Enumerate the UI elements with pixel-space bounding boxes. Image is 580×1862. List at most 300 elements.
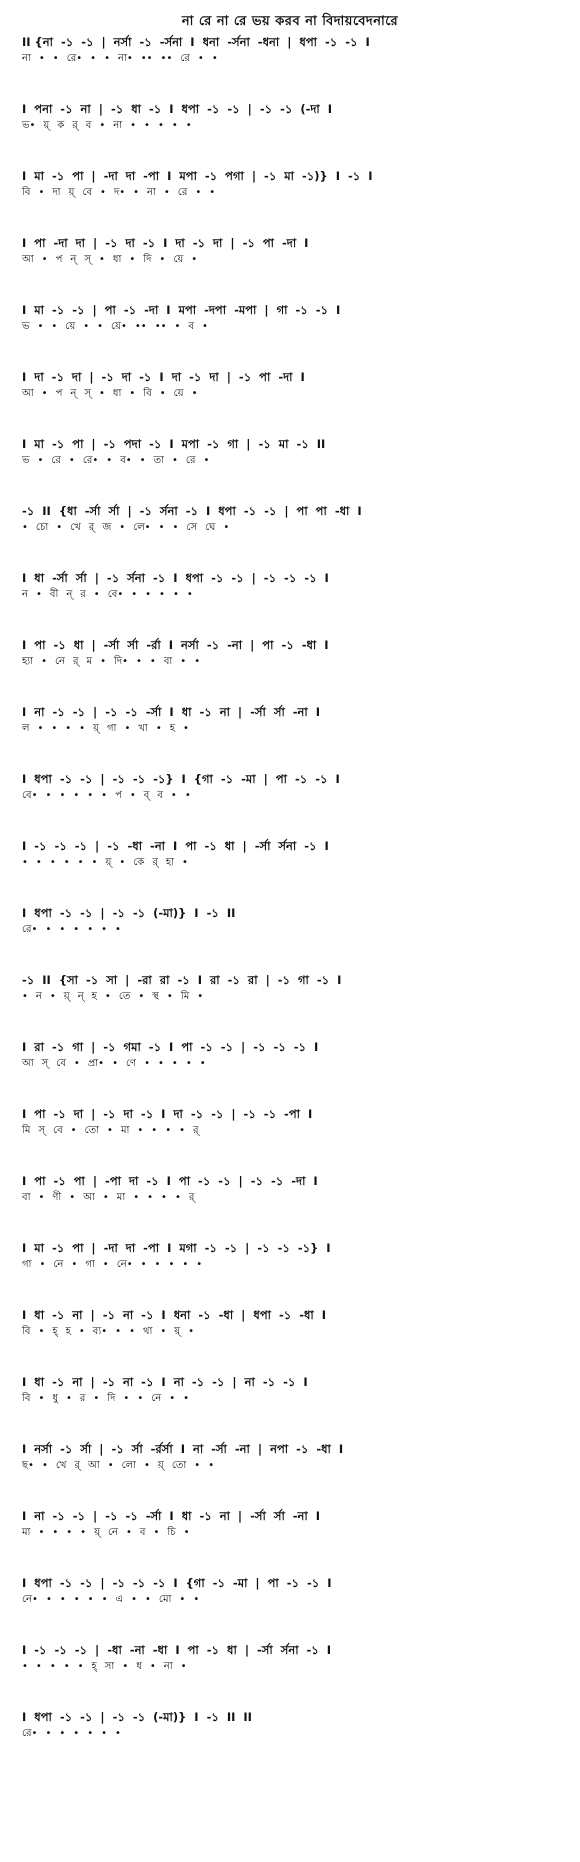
swara-note: -১ [204, 839, 217, 853]
lyric-syllable: ধ [136, 1661, 142, 1672]
swara-note: I [327, 102, 332, 116]
swara-note: পা [315, 504, 327, 518]
swara-note: -১ [60, 35, 74, 49]
swara-note: দা [71, 370, 82, 384]
swara-note: I [321, 1308, 327, 1322]
lyric-syllable: প [55, 254, 63, 265]
swara-note: -র্রা [146, 638, 161, 652]
lyric-syllable: • [144, 1460, 150, 1471]
lyric-syllable: • [45, 790, 52, 801]
swara-note: I [315, 1509, 321, 1523]
lyric-syllable: বা [163, 656, 173, 667]
swara-note: | [250, 638, 255, 652]
lyric-syllable: হা [165, 857, 174, 868]
swara-note: গা [227, 437, 239, 451]
swara-note: I [307, 1107, 313, 1121]
lyric-syllable: • [73, 790, 80, 801]
lyric-syllable: সে [186, 522, 198, 533]
lyric-syllable: • [80, 1527, 87, 1538]
swara-note: র্সা [75, 571, 87, 585]
lyric-syllable: • [22, 857, 28, 868]
lyric-syllable: • [149, 656, 156, 667]
lyric-syllable: • [101, 790, 108, 801]
swara-note: | [231, 1107, 236, 1121]
swara-note: I [22, 102, 27, 116]
lyric-syllable: ন্ [70, 388, 77, 399]
swara-note: না [122, 1308, 134, 1322]
swara-note: -১ [53, 1107, 66, 1121]
swara-note: ধপা [34, 1576, 52, 1590]
swara-note: I [22, 906, 27, 920]
lyric-syllable: • [133, 1192, 140, 1203]
swara-note: -১ [200, 1040, 213, 1054]
swara-note: -১ [177, 973, 190, 987]
lyric-syllable: • [83, 321, 90, 332]
lyric-line [22, 521, 562, 535]
swara-note: | [226, 370, 231, 384]
swara-note: দা [175, 236, 185, 250]
swara-note: -না [234, 1442, 250, 1456]
lyric-syllable: বি [22, 1326, 31, 1337]
swara-note: I [161, 1107, 166, 1121]
swara-note: -১ [306, 1643, 319, 1657]
swara-note: I [161, 1375, 166, 1389]
swara-line [22, 1173, 562, 1189]
swara-note: I [175, 1643, 180, 1657]
lyric-syllable: মা [22, 1527, 31, 1538]
lyric-line [22, 588, 562, 602]
swara-note: | [92, 705, 98, 719]
swara-note: -১} [153, 772, 174, 786]
lyric-syllable: প [115, 790, 122, 801]
lyric-syllable: • [145, 589, 152, 600]
lyric-syllable: • [100, 187, 106, 198]
lyric-syllable: • [171, 1058, 178, 1069]
lyric-syllable: • [136, 656, 142, 667]
swara-note: মপা [181, 437, 200, 451]
swara-note: ধপা [218, 504, 236, 518]
swara-note: -১ [242, 236, 255, 250]
notation-row [22, 570, 562, 602]
lyric-syllable: হ্যা [22, 656, 34, 667]
notation-row [22, 1106, 562, 1138]
swara-note: মপা [179, 169, 197, 183]
lyric-syllable: য়ে• [111, 321, 127, 332]
swara-line [22, 1374, 562, 1390]
lyric-syllable: • [172, 522, 179, 533]
lyric-syllable: তো [84, 1125, 100, 1136]
swara-line [22, 168, 562, 184]
swara-note: I [365, 35, 370, 49]
lyric-line [22, 52, 562, 66]
swara-note: -১ [52, 1308, 65, 1322]
lyric-syllable: • [159, 589, 165, 600]
swara-line [22, 704, 562, 720]
swara-line [22, 771, 562, 787]
swara-note: -১ [22, 973, 35, 987]
lyric-syllable: স্ [38, 1125, 46, 1136]
swara-note: -১ [206, 1643, 220, 1657]
swara-note: পা [34, 1174, 46, 1188]
swara-note: -১ [34, 839, 47, 853]
swara-note: -১ [296, 1442, 309, 1456]
swara-note: -১ [263, 571, 277, 585]
lyric-syllable: •• [160, 53, 173, 64]
lyric-syllable: • [166, 991, 173, 1002]
lyric-syllable: • [201, 321, 208, 332]
lyric-syllable: • [91, 857, 98, 868]
swara-note: দা [121, 370, 132, 384]
swara-note: | [246, 437, 251, 451]
notation-row [22, 1173, 562, 1205]
lyric-syllable: র্ [72, 120, 78, 131]
swara-line [22, 369, 562, 385]
lyric-syllable: • [101, 1728, 107, 1739]
swara-note: দা [173, 1107, 183, 1121]
lyric-syllable: র্ [188, 1192, 195, 1203]
swara-note: -১ [52, 169, 65, 183]
lyric-syllable: • [41, 656, 47, 667]
swara-note: পা [267, 1576, 279, 1590]
swara-note: -১ [207, 102, 220, 116]
lyric-syllable: ন্ [77, 991, 84, 1002]
swara-note: -১ [304, 839, 317, 853]
swara-note: -১ [316, 973, 330, 987]
lyric-syllable: • [104, 991, 111, 1002]
swara-note: -১ [52, 705, 65, 719]
lyric-syllable: দি• [113, 656, 128, 667]
lyric-syllable: তা [153, 455, 164, 466]
lyric-syllable: য়্ [43, 120, 50, 131]
lyric-line [22, 1459, 562, 1473]
lyric-syllable: • [51, 723, 58, 734]
swara-note: -১ [199, 1509, 212, 1523]
lyric-syllable: • [194, 656, 201, 667]
lyric-syllable: ক [57, 120, 65, 131]
swara-note: -১ [307, 1576, 320, 1590]
swara-note: I [205, 504, 211, 518]
swara-line [22, 101, 562, 117]
swara-note: | [94, 571, 99, 585]
swara-note: -মপা [234, 303, 257, 317]
swara-note: গা [72, 1040, 84, 1054]
swara-note: -১ [315, 303, 328, 317]
lyric-syllable: • [63, 857, 70, 868]
swara-note: ধনা [173, 1308, 191, 1322]
lyric-syllable: • [223, 522, 230, 533]
swara-note: -১ [52, 1509, 65, 1523]
lyric-syllable: ছ• [22, 1460, 34, 1471]
swara-note: -র্রর্সা [150, 1442, 173, 1456]
swara-note: | [92, 303, 97, 317]
lyric-syllable: য়্ [157, 1460, 164, 1471]
swara-note: পা [178, 1174, 191, 1188]
lyric-syllable: না [163, 1661, 173, 1672]
swara-note: -১ [206, 1710, 219, 1724]
swara-note: I [335, 303, 341, 317]
lyric-syllable: • [22, 1661, 28, 1672]
swara-note: I [173, 571, 178, 585]
notation-row [22, 838, 562, 870]
swara-note: | [100, 906, 105, 920]
lyric-line [22, 1593, 562, 1607]
swara-line [22, 838, 562, 854]
swara-note: -১ [59, 772, 73, 786]
notation-row [22, 235, 562, 267]
swara-note: -১ [34, 1643, 47, 1657]
swara-note: -১ [149, 437, 162, 451]
swara-line [22, 1240, 562, 1256]
notation-row [22, 1039, 562, 1071]
lyric-syllable: না [22, 53, 31, 64]
lyric-syllable: কে [133, 857, 145, 868]
notation-row [22, 637, 562, 669]
swara-note: পা [72, 169, 84, 183]
lyric-syllable: র [79, 1393, 86, 1404]
lyric-syllable: • [68, 455, 75, 466]
swara-note: নপা [270, 1442, 289, 1456]
swara-line [22, 302, 562, 318]
swara-note: র্সনা [159, 504, 178, 518]
lyric-syllable: না [147, 187, 156, 198]
lyric-syllable: • [38, 1326, 45, 1337]
lyric-syllable: • [101, 1594, 108, 1605]
swara-note: -১ [204, 169, 218, 183]
swara-note: I [22, 772, 27, 786]
lyric-syllable: হ [65, 1326, 71, 1337]
swara-note: -১ [206, 638, 220, 652]
lyric-line [22, 320, 562, 334]
lyric-syllable: • [22, 991, 28, 1002]
swara-note: | [265, 973, 270, 987]
notation-row [22, 1575, 562, 1607]
lyric-syllable: • [131, 589, 138, 600]
swara-note: | [91, 1040, 96, 1054]
lyric-syllable: ন্ [70, 254, 77, 265]
lyric-syllable: স্ [84, 388, 91, 399]
swara-note: I [22, 1241, 27, 1255]
lyric-syllable: • [181, 857, 188, 868]
lyric-syllable: গা [106, 723, 117, 734]
lyric-syllable: ব [188, 321, 194, 332]
swara-note: I [300, 370, 305, 384]
lyric-syllable: র্ [74, 1460, 81, 1471]
lyric-syllable: বে [56, 1058, 66, 1069]
swara-note: দা [125, 236, 135, 250]
swara-note: -ধনা [257, 35, 280, 49]
swara-note: -১)} [302, 169, 328, 183]
swara-note: -১ [60, 102, 73, 116]
swara-note: I [324, 638, 329, 652]
swara-note: -১ [60, 1442, 73, 1456]
lyric-syllable: • [98, 254, 105, 265]
swara-note: -১ [220, 1040, 233, 1054]
swara-note: I [335, 169, 340, 183]
swara-note: I [22, 169, 27, 183]
swara-note: -১ [224, 1241, 238, 1255]
lyric-syllable: লে• [133, 522, 151, 533]
swara-line [22, 1709, 562, 1725]
notation-row [22, 101, 562, 133]
swara-note: I [315, 705, 321, 719]
swara-line [22, 436, 562, 452]
swara-note: -না [129, 1643, 145, 1657]
lyric-syllable: • [184, 790, 191, 801]
swara-note: -১ [54, 839, 67, 853]
lyric-line [22, 454, 562, 468]
swara-note: I [169, 705, 174, 719]
swara-note: I [313, 1174, 318, 1188]
swara-note: -র্সা [145, 705, 162, 719]
swara-note: -র্সা [250, 1509, 266, 1523]
notation-row [22, 905, 562, 937]
lyric-syllable: য়ে [65, 321, 76, 332]
lyric-syllable: • [199, 1058, 206, 1069]
swara-note: -১ [348, 169, 361, 183]
lyric-syllable: ব [85, 120, 92, 131]
lyric-syllable: • [180, 1661, 187, 1672]
swara-note: -১ [192, 236, 205, 250]
lyric-syllable: • [183, 1527, 190, 1538]
lyric-syllable: • [73, 1058, 80, 1069]
swara-note: I [194, 1710, 199, 1724]
swara-note: পা [296, 504, 308, 518]
lyric-syllable: • [66, 1527, 73, 1538]
swara-note: -১ [74, 839, 88, 853]
swara-note: | [264, 303, 269, 317]
lyric-syllable: • [45, 1594, 52, 1605]
swara-note: -১ [53, 638, 66, 652]
lyric-syllable: • [37, 321, 44, 332]
swara-note: -১ [54, 1643, 67, 1657]
swara-note: I [22, 1107, 27, 1121]
lyric-syllable: বে• [107, 589, 124, 600]
lyric-syllable: • [73, 1728, 80, 1739]
lyric-syllable: ণে [125, 1058, 137, 1069]
swara-note: -১ [281, 638, 294, 652]
lyric-syllable: • [38, 53, 45, 64]
lyric-syllable: ব্ [143, 790, 150, 801]
notation-row [22, 436, 562, 468]
swara-note: (-দা [300, 102, 320, 116]
swara-note: I [159, 370, 164, 384]
swara-note: গমা [123, 1040, 141, 1054]
swara-note: II [42, 973, 51, 987]
swara-note: দা [125, 169, 136, 183]
lyric-syllable: ব• [120, 455, 132, 466]
swara-note: II {না [22, 35, 53, 49]
lyric-syllable: • [133, 187, 139, 198]
swara-note: ধপা [34, 906, 52, 920]
swara-note: পা [259, 370, 271, 384]
lyric-syllable: • [158, 522, 165, 533]
swara-note: -১ [59, 1576, 73, 1590]
swara-note: I [338, 1442, 344, 1456]
swara-note: -১ [105, 705, 118, 719]
swara-note: I [326, 1241, 331, 1255]
lyric-syllable: নে• [116, 1259, 133, 1270]
lyric-syllable: • [115, 924, 121, 935]
swara-note: পগা [225, 169, 244, 183]
lyric-syllable: য়্ [105, 857, 112, 868]
lyric-syllable: • [102, 1192, 109, 1203]
lyric-syllable: • [139, 455, 146, 466]
swara-note: ধা [131, 102, 141, 116]
swara-note: গা [298, 973, 309, 987]
lyric-syllable: স্ [41, 1058, 49, 1069]
lyric-syllable: না• [117, 53, 133, 64]
swara-note: I [181, 772, 186, 786]
lyric-syllable: • [185, 1058, 192, 1069]
swara-note: -দা [278, 370, 293, 384]
lyric-syllable: মি [22, 1125, 31, 1136]
lyric-syllable: সা [104, 1661, 115, 1672]
swara-note: | [100, 1710, 105, 1724]
lyric-syllable: • [73, 924, 80, 935]
swara-note: | [89, 370, 94, 384]
lyric-syllable: • [197, 991, 204, 1002]
lyric-syllable: • [179, 1125, 186, 1136]
lyric-syllable: • [59, 924, 66, 935]
notation-row [22, 369, 562, 401]
swara-note: I [304, 236, 309, 250]
swara-note: | [91, 437, 96, 451]
lyric-syllable: ম [86, 656, 93, 667]
lyric-syllable: • [169, 1393, 176, 1404]
swara-note: I [161, 1308, 166, 1322]
swara-note: I [22, 236, 27, 250]
swara-note: না [219, 1509, 230, 1523]
lyric-syllable: র্ [73, 656, 79, 667]
swara-note: -১ [81, 35, 94, 49]
swara-note: | [91, 169, 96, 183]
swara-note: -১ [85, 973, 99, 987]
swara-note: -১ [296, 437, 309, 451]
swara-note: -না [292, 1509, 308, 1523]
swara-note: ধনা [202, 35, 220, 49]
lyric-syllable: জ [102, 522, 112, 533]
swara-note: না [219, 705, 230, 719]
lyric-syllable: লো [121, 1460, 137, 1471]
swara-note: I [335, 772, 340, 786]
swara-note: -র্সা [254, 839, 271, 853]
swara-note: -১ [278, 1308, 292, 1322]
swara-note: I [197, 973, 202, 987]
swara-note: | [245, 1241, 250, 1255]
swara-note: I [168, 638, 174, 652]
lyric-syllable: • [52, 1527, 59, 1538]
lyric-syllable: • [79, 723, 86, 734]
swara-note: -১ [53, 1174, 66, 1188]
lyric-syllable: তো [171, 1460, 187, 1471]
lyric-syllable: • [59, 790, 66, 801]
lyric-syllable: • [49, 991, 56, 1002]
swara-note: -১ [227, 102, 240, 116]
lyric-syllable: • [131, 1594, 137, 1605]
swara-note: ধা [181, 1509, 192, 1523]
lyric-syllable: আ [88, 1460, 100, 1471]
lyric-syllable: • [193, 1594, 200, 1605]
lyric-syllable: • [144, 1058, 150, 1069]
lyric-syllable: • [208, 1460, 215, 1471]
swara-note: | [95, 839, 100, 853]
swara-note: -১ [315, 772, 328, 786]
swara-note: মা [284, 169, 295, 183]
swara-note: -দা [103, 1241, 118, 1255]
swara-note: {গা [193, 772, 213, 786]
swara-note: -১ [52, 1241, 65, 1255]
lyric-syllable: • [104, 53, 110, 64]
